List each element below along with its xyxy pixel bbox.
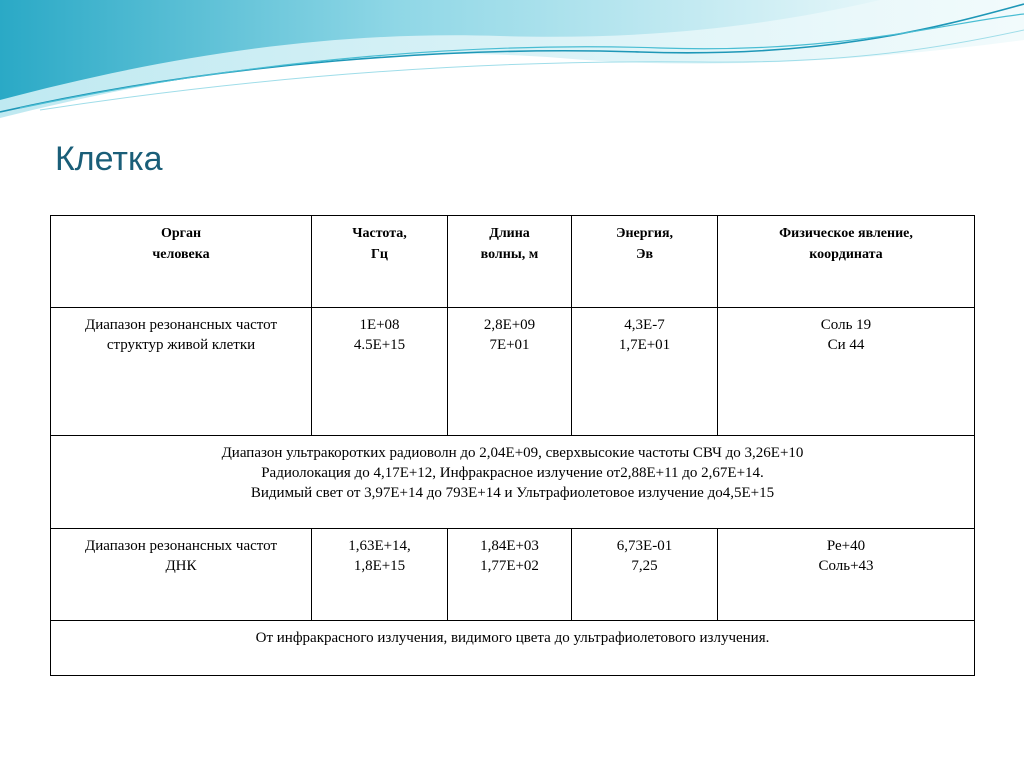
dna-note: От инфракрасного излучения, видимого цвета до ультрафиолетового излучения. [51, 621, 975, 676]
table-header-row [51, 216, 975, 308]
table-row-dna-note [51, 621, 975, 676]
header-phenomenon: Физическое явление, координата [718, 216, 975, 308]
cell-organ: Диапазон резонансных частот структур живой клетки [51, 308, 312, 436]
data-table [50, 215, 975, 676]
header-organ: Орган человека [51, 216, 312, 308]
decorative-wave-banner [0, 0, 1024, 130]
cell-phenomenon: Соль 19 Си 44 [718, 308, 975, 436]
table-row-dna [51, 529, 975, 621]
header-wavelength: Длина волны, м [448, 216, 572, 308]
header-frequency: Частота, Гц [312, 216, 448, 308]
table-row-cell [51, 308, 975, 436]
dna-energy: 6,73Е-01 7,25 [572, 529, 718, 621]
slide-title: Клетка [55, 140, 163, 178]
cell-energy: 4,3Е-7 1,7Е+01 [572, 308, 718, 436]
cell-frequency: 1Е+08 4.5Е+15 [312, 308, 448, 436]
dna-wavelength: 1,84Е+03 1,77Е+02 [448, 529, 572, 621]
table-row-cell-note [51, 436, 975, 529]
cell-wavelength: 2,8Е+09 7Е+01 [448, 308, 572, 436]
cell-note: Диапазон ультракоротких радиоволн до 2,04Е+09, сверхвысокие частоты СВЧ до 3,26Е+10 Радиолокация до 4,17Е+12, Инфракрасное излучение от2,88Е+11 до 2,67Е+14. Видимый свет от 3,97Е+14 до 793Е+14 и Ультрафиолетовое излучение до4,5Е+15 [51, 436, 975, 529]
dna-frequency: 1,63Е+14, 1,8Е+15 [312, 529, 448, 621]
header-energy: Энергия, Эв [572, 216, 718, 308]
dna-phenomenon: Ре+40 Соль+43 [718, 529, 975, 621]
dna-organ: Диапазон резонансных частот ДНК [51, 529, 312, 621]
